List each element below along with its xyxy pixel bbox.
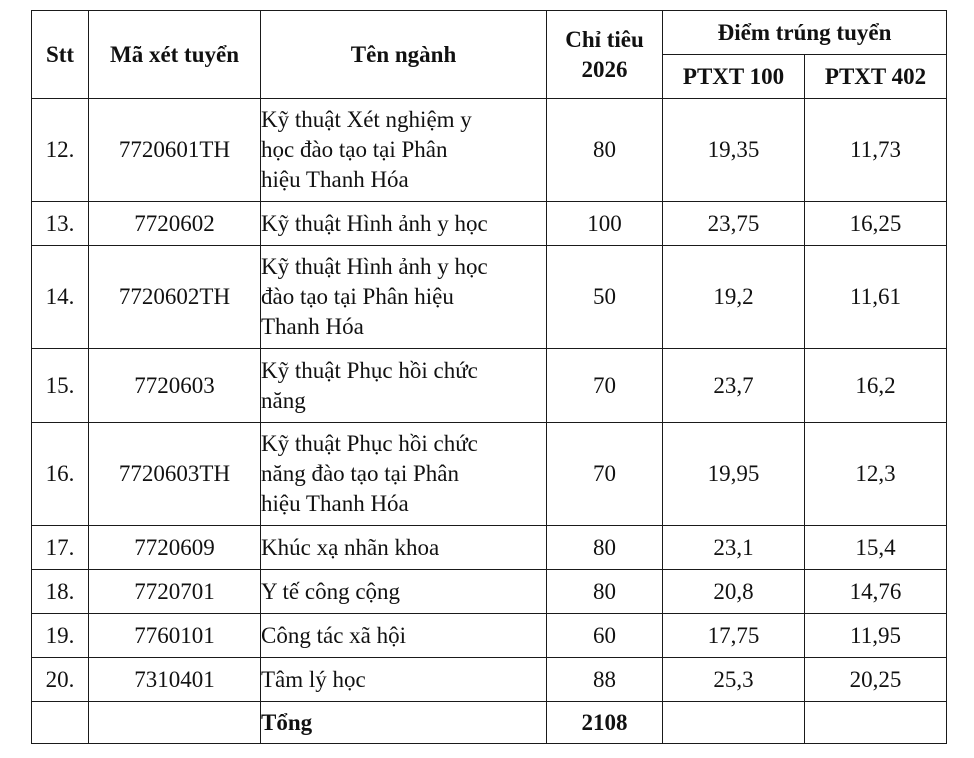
table-row <box>32 202 947 246</box>
row-ptxt-402: 16,25 <box>805 202 947 246</box>
header-major: Tên ngành <box>261 11 547 99</box>
row-major-name-line: Thanh Hóa <box>261 314 364 339</box>
row-quota: 50 <box>547 246 663 349</box>
row-major-name-line: Kỹ thuật Phục hồi chức <box>261 357 478 383</box>
row-major-name <box>261 349 547 423</box>
header-quota <box>547 11 663 99</box>
total-label: Tổng <box>261 702 547 744</box>
total-ptxt-402-cell <box>805 702 947 744</box>
row-major-name <box>261 246 547 349</box>
row-major-name-line: Khúc xạ nhãn khoa <box>261 534 440 560</box>
row-stt: 15. <box>32 349 89 423</box>
row-ptxt-402: 15,4 <box>805 526 947 570</box>
table-row <box>32 570 947 614</box>
row-stt: 16. <box>32 423 89 526</box>
row-quota: 100 <box>547 202 663 246</box>
total-row <box>32 702 947 744</box>
total-ptxt-100-cell <box>663 702 805 744</box>
header-quota-line2: 2026 <box>581 56 628 82</box>
row-major-name <box>261 202 547 246</box>
row-major-name-line: học đào tạo tại Phân <box>261 137 448 162</box>
row-major-name-line: hiệu Thanh Hóa <box>261 491 409 516</box>
row-ptxt-100: 23,75 <box>663 202 805 246</box>
row-major-name <box>261 570 547 614</box>
row-code: 7310401 <box>89 658 261 702</box>
row-ptxt-100: 23,7 <box>663 349 805 423</box>
row-major-name <box>261 614 547 658</box>
row-ptxt-100: 20,8 <box>663 570 805 614</box>
row-ptxt-402: 16,2 <box>805 349 947 423</box>
row-major-name-line: hiệu Thanh Hóa <box>261 167 409 192</box>
row-stt: 13. <box>32 202 89 246</box>
row-ptxt-100: 25,3 <box>663 658 805 702</box>
row-ptxt-100: 19,2 <box>663 246 805 349</box>
row-ptxt-100: 19,95 <box>663 423 805 526</box>
table-row <box>32 349 947 423</box>
row-code: 7720701 <box>89 570 261 614</box>
table-body <box>32 99 947 702</box>
row-code: 7720601TH <box>89 99 261 202</box>
row-major-name-line: Kỹ thuật Phục hồi chức <box>261 431 478 456</box>
row-major-name <box>261 526 547 570</box>
table-row <box>32 246 947 349</box>
admissions-table <box>31 10 947 744</box>
row-ptxt-402: 11,61 <box>805 246 947 349</box>
header-ptxt-100: PTXT 100 <box>663 55 805 99</box>
row-ptxt-402: 14,76 <box>805 570 947 614</box>
header-stt: Stt <box>32 11 89 99</box>
row-quota: 70 <box>547 423 663 526</box>
row-code: 7720609 <box>89 526 261 570</box>
total-quota: 2108 <box>547 702 663 744</box>
row-quota: 80 <box>547 570 663 614</box>
row-major-name-line: Kỹ thuật Hình ảnh y học <box>261 210 488 236</box>
row-quota: 88 <box>547 658 663 702</box>
row-major-name <box>261 99 547 202</box>
row-major-name-line: Kỹ thuật Hình ảnh y học <box>261 254 488 279</box>
row-quota: 60 <box>547 614 663 658</box>
row-quota: 80 <box>547 526 663 570</box>
row-major-name-line: Tâm lý học <box>261 666 366 692</box>
header-ptxt-402: PTXT 402 <box>805 55 947 99</box>
table-row <box>32 614 947 658</box>
row-ptxt-100: 17,75 <box>663 614 805 658</box>
table-row <box>32 99 947 202</box>
row-major-name-line: năng <box>261 387 306 413</box>
row-ptxt-402: 11,95 <box>805 614 947 658</box>
row-major-name <box>261 423 547 526</box>
table-row <box>32 423 947 526</box>
row-stt: 18. <box>32 570 89 614</box>
header-code: Mã xét tuyển <box>89 11 261 99</box>
row-ptxt-402: 20,25 <box>805 658 947 702</box>
row-ptxt-100: 23,1 <box>663 526 805 570</box>
row-major-name-line: Công tác xã hội <box>261 622 406 648</box>
row-code: 7720603TH <box>89 423 261 526</box>
row-stt: 20. <box>32 658 89 702</box>
row-major-name-line: năng đào tạo tại Phân <box>261 461 460 486</box>
row-stt: 17. <box>32 526 89 570</box>
total-stt-cell <box>32 702 89 744</box>
row-ptxt-402: 12,3 <box>805 423 947 526</box>
row-major-name-line: đào tạo tại Phân hiệu <box>261 284 454 309</box>
row-stt: 14. <box>32 246 89 349</box>
row-code: 7720602TH <box>89 246 261 349</box>
row-code: 7720603 <box>89 349 261 423</box>
table-row <box>32 658 947 702</box>
header-quota-line1: Chỉ tiêu <box>565 26 644 52</box>
header-score-group: Điểm trúng tuyển <box>663 11 947 55</box>
table-row <box>32 526 947 570</box>
header-row <box>32 11 947 55</box>
total-code-cell <box>89 702 261 744</box>
row-quota: 80 <box>547 99 663 202</box>
row-major-name-line: Kỹ thuật Xét nghiệm y <box>261 107 472 132</box>
row-stt: 12. <box>32 99 89 202</box>
row-stt: 19. <box>32 614 89 658</box>
row-major-name <box>261 658 547 702</box>
row-major-name-line: Y tế công cộng <box>261 578 401 604</box>
row-code: 7760101 <box>89 614 261 658</box>
row-ptxt-402: 11,73 <box>805 99 947 202</box>
row-code: 7720602 <box>89 202 261 246</box>
row-quota: 70 <box>547 349 663 423</box>
row-ptxt-100: 19,35 <box>663 99 805 202</box>
